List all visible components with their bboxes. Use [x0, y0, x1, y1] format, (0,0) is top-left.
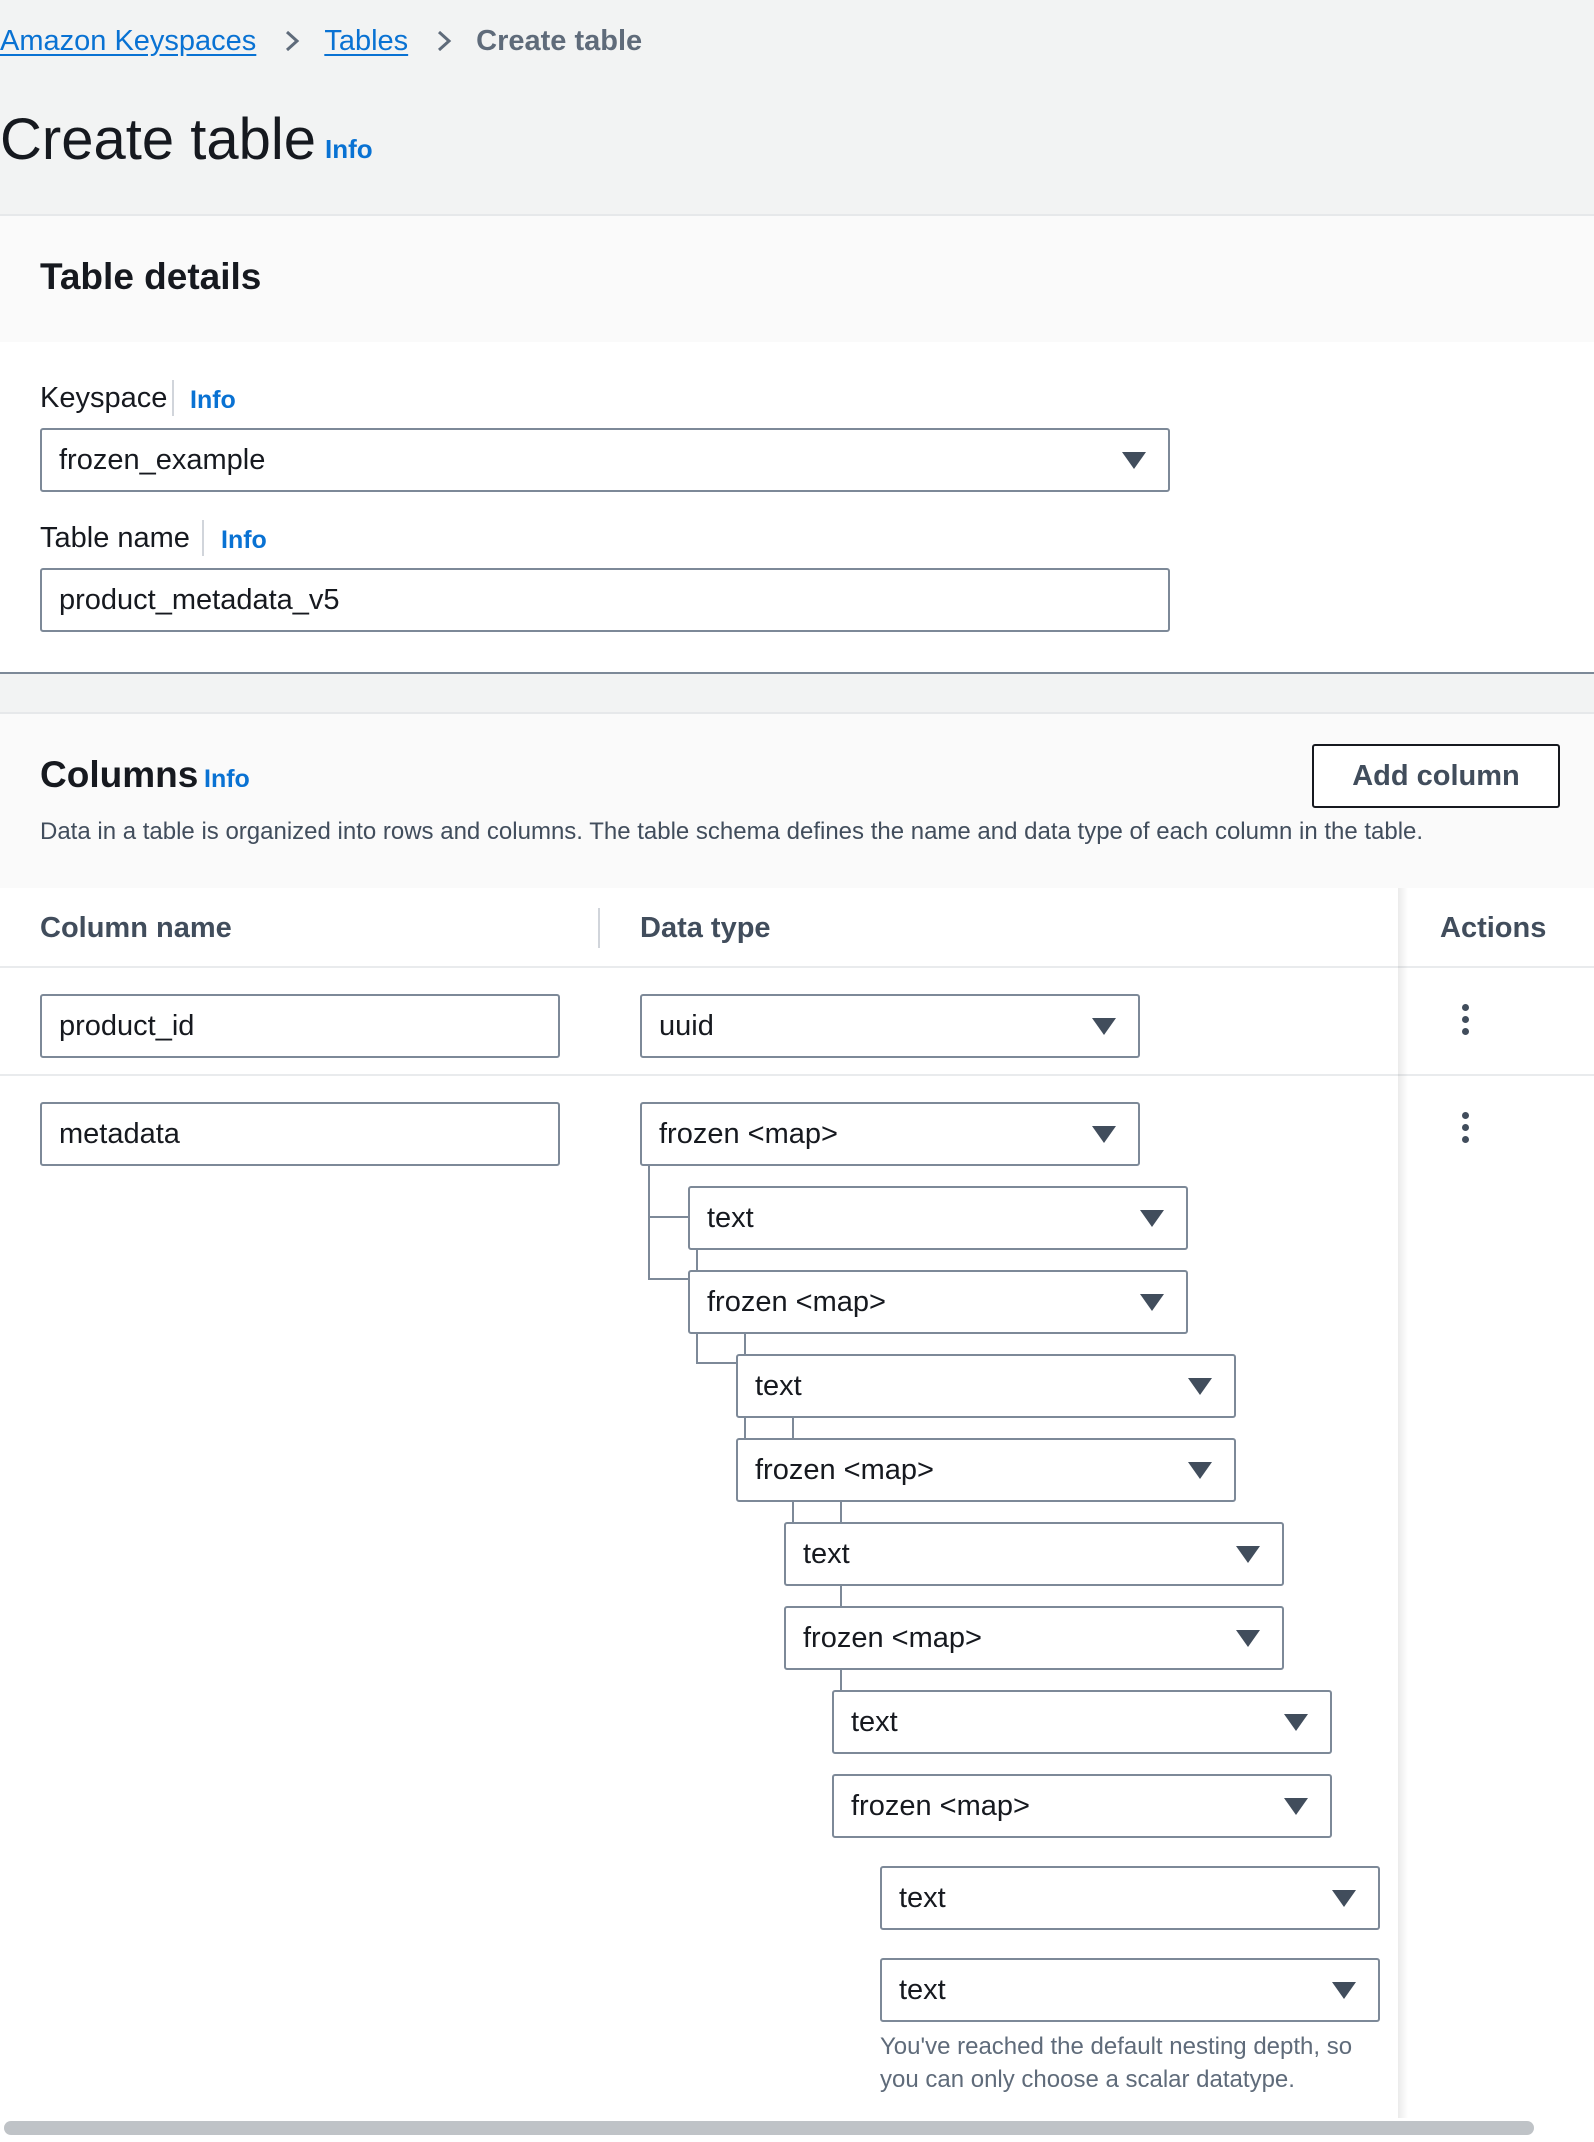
nested-type-value: text: [899, 1881, 946, 1914]
label-divider: [202, 520, 204, 556]
table-name-info-link[interactable]: Info: [221, 526, 267, 554]
nested-type-value: frozen <map>: [707, 1285, 886, 1318]
header-divider: [598, 908, 600, 948]
table-name-label: Table name: [40, 522, 190, 554]
keyspace-select[interactable]: [40, 428, 1170, 492]
column-name-value: metadata: [59, 1117, 180, 1150]
table-name-input[interactable]: [40, 568, 1170, 632]
table-details-header: [0, 214, 1594, 344]
caret-down-icon: [1188, 1378, 1212, 1395]
caret-down-icon: [1236, 1630, 1260, 1647]
breadcrumb-amazon-keyspaces[interactable]: Amazon Keyspaces: [0, 24, 257, 57]
tree-connector: [648, 1216, 688, 1218]
nested-key-type-select[interactable]: [784, 1522, 1284, 1586]
data-type-value: frozen <map>: [659, 1117, 838, 1150]
nested-type-value: frozen <map>: [851, 1789, 1030, 1822]
keyspace-label: Keyspace: [40, 382, 168, 414]
column-name-input[interactable]: [40, 994, 560, 1058]
page-title: Create table: [0, 107, 316, 172]
table-name-value: product_metadata_v5: [59, 583, 340, 616]
nested-type-value: text: [899, 1973, 946, 2006]
columns-table: [0, 888, 1594, 2118]
nested-value-type-select[interactable]: [736, 1438, 1236, 1502]
caret-down-icon: [1140, 1294, 1164, 1311]
caret-down-icon: [1284, 1714, 1308, 1731]
nested-key-type-select[interactable]: [880, 1866, 1380, 1930]
nested-type-value: text: [803, 1537, 850, 1570]
columns-header: [0, 712, 1594, 890]
nested-type-value: text: [851, 1705, 898, 1738]
column-name-input[interactable]: [40, 1102, 560, 1166]
nested-type-value: frozen <map>: [755, 1453, 934, 1486]
nested-key-type-select[interactable]: [832, 1690, 1332, 1754]
row-divider: [0, 1074, 1594, 1076]
columns-description: Data in a table is organized into rows and columns. The table schema defines the name and data type of each column in the table.: [40, 818, 1424, 845]
caret-down-icon: [1236, 1546, 1260, 1563]
nesting-hint-line: You've reached the default nesting depth, so: [880, 2033, 1353, 2060]
caret-down-icon: [1332, 1982, 1356, 1999]
keyspace-info-link[interactable]: Info: [190, 386, 236, 414]
row-actions-menu-icon[interactable]: [1460, 1112, 1470, 1148]
tree-connector: [696, 1362, 736, 1364]
horizontal-scrollbar[interactable]: [4, 2121, 1534, 2135]
actions-column-shadow: [1398, 888, 1408, 2118]
data-type-select[interactable]: [640, 994, 1140, 1058]
columns-heading: Columns: [40, 754, 199, 795]
nested-key-type-select[interactable]: [688, 1186, 1188, 1250]
table-details-heading: Table details: [40, 256, 262, 297]
caret-down-icon: [1140, 1210, 1164, 1227]
nested-value-type-select[interactable]: [688, 1270, 1188, 1334]
data-type-value: uuid: [659, 1009, 714, 1042]
caret-down-icon: [1122, 452, 1146, 469]
column-name-value: product_id: [59, 1009, 195, 1042]
nested-value-type-select[interactable]: [880, 1958, 1380, 2022]
caret-down-icon: [1188, 1462, 1212, 1479]
nested-type-value: text: [755, 1369, 802, 1402]
caret-down-icon: [1284, 1798, 1308, 1815]
keyspace-select-value: frozen_example: [59, 443, 266, 476]
data-type-select[interactable]: [640, 1102, 1140, 1166]
row-divider: [0, 966, 1594, 968]
breadcrumb-current: Create table: [476, 24, 643, 57]
tree-connector: [648, 1278, 688, 1280]
label-divider: [172, 380, 174, 416]
caret-down-icon: [1092, 1126, 1116, 1143]
caret-down-icon: [1332, 1890, 1356, 1907]
columns-info-link[interactable]: Info: [204, 765, 250, 793]
column-name-header: Column name: [40, 912, 232, 944]
nested-value-type-select[interactable]: [832, 1774, 1332, 1838]
nesting-depth-hint: [880, 2030, 1352, 2096]
add-column-button[interactable]: Add column: [1312, 744, 1560, 808]
actions-header: Actions: [1440, 912, 1547, 944]
tree-connector: [648, 1166, 650, 1280]
data-type-header: Data type: [640, 912, 771, 944]
row-actions-menu-icon[interactable]: [1460, 1004, 1470, 1040]
caret-down-icon: [1092, 1018, 1116, 1035]
nesting-hint-line: you can only choose a scalar datatype.: [880, 2066, 1295, 2093]
page-title-info-link[interactable]: Info: [325, 134, 373, 164]
nested-type-value: text: [707, 1201, 754, 1234]
nested-type-value: frozen <map>: [803, 1621, 982, 1654]
breadcrumb-tables[interactable]: Tables: [324, 24, 409, 57]
breadcrumb: [0, 18, 642, 64]
nested-key-type-select[interactable]: [736, 1354, 1236, 1418]
chevron-right-icon: [434, 31, 454, 51]
nested-value-type-select[interactable]: [784, 1606, 1284, 1670]
chevron-right-icon: [282, 31, 302, 51]
table-details-body: [0, 342, 1594, 674]
